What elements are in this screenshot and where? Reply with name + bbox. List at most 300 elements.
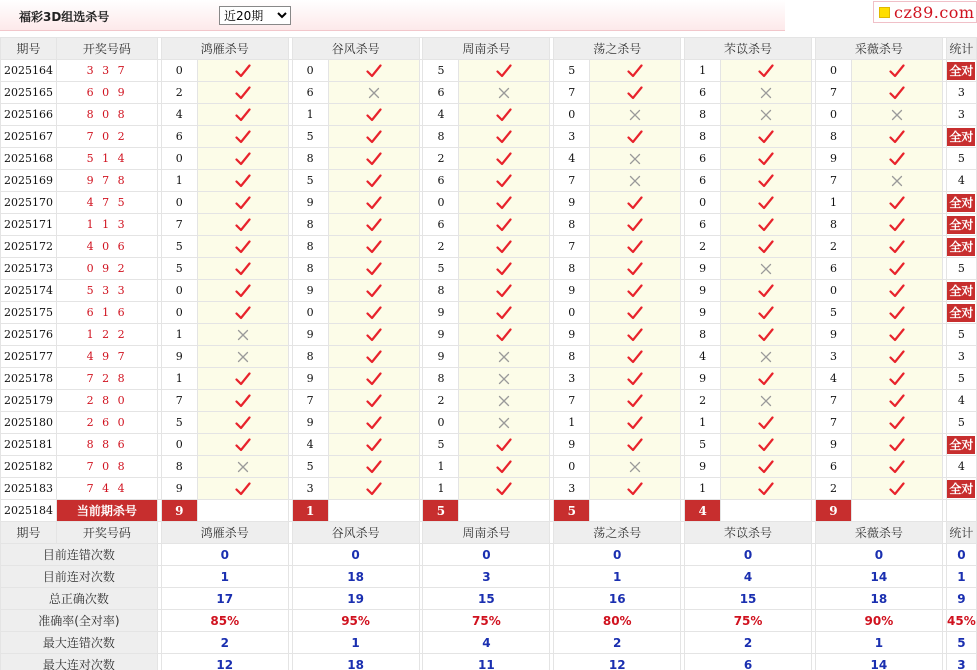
miss-mark (197, 324, 288, 346)
header-draw: 开奖号码 (56, 522, 157, 544)
miss-mark (590, 104, 681, 126)
hit-mark (197, 258, 288, 280)
hit-mark (851, 60, 942, 82)
kill-number: 8 (423, 126, 459, 148)
header-issue: 期号 (1, 38, 57, 60)
check-icon (721, 416, 811, 430)
miss-mark (721, 104, 812, 126)
hit-mark (328, 390, 419, 412)
check-icon (852, 262, 942, 276)
stat-cell (946, 456, 976, 478)
kill-number: 2 (423, 148, 459, 170)
check-icon (590, 218, 680, 232)
stats-value: 14 (815, 566, 942, 588)
hit-mark (459, 126, 550, 148)
issue-number: 2025176 (1, 324, 57, 346)
check-icon (852, 438, 942, 452)
current-stat-blank (946, 500, 976, 522)
current-blank (721, 500, 812, 522)
stats-total: 0 (946, 544, 976, 566)
check-icon (198, 394, 288, 408)
check-icon (459, 240, 549, 254)
check-icon (329, 394, 419, 408)
hit-mark (851, 126, 942, 148)
kill-number: 6 (423, 170, 459, 192)
kill-number: 8 (423, 368, 459, 390)
kill-number: 0 (554, 104, 590, 126)
table-row (1, 258, 977, 280)
kill-number: 5 (161, 236, 197, 258)
check-icon (590, 86, 680, 100)
hit-mark (721, 280, 812, 302)
kill-number: 4 (815, 368, 851, 390)
draw-number: 8 0 8 (56, 104, 157, 126)
check-icon (329, 240, 419, 254)
check-icon (329, 64, 419, 78)
draw-number: 4 7 5 (56, 192, 157, 214)
hit-mark (590, 434, 681, 456)
check-icon (590, 416, 680, 430)
stats-value: 15 (685, 588, 812, 610)
check-icon (590, 350, 680, 364)
kill-number: 9 (161, 346, 197, 368)
miss-mark (459, 346, 550, 368)
table-row (1, 302, 977, 324)
hit-mark (590, 412, 681, 434)
hit-mark (590, 126, 681, 148)
stats-value: 85% (161, 610, 288, 632)
check-icon (590, 64, 680, 78)
stats-label: 准确率(全对率) (1, 610, 158, 632)
hit-mark (851, 368, 942, 390)
draw-number: 6 0 9 (56, 82, 157, 104)
hit-mark (328, 126, 419, 148)
check-icon (721, 438, 811, 452)
check-icon (721, 328, 811, 342)
stats-value: 2 (685, 632, 812, 654)
cross-icon (852, 109, 942, 121)
kill-number: 7 (161, 214, 197, 236)
kill-number: 9 (815, 434, 851, 456)
issue-number: 2025169 (1, 170, 57, 192)
check-icon (590, 482, 680, 496)
hit-mark (459, 236, 550, 258)
kill-number: 6 (815, 456, 851, 478)
table-row (1, 148, 977, 170)
kill-number: 0 (423, 192, 459, 214)
hit-mark (721, 60, 812, 82)
check-icon (329, 196, 419, 210)
check-icon (198, 108, 288, 122)
hit-mark (851, 390, 942, 412)
header-expert-4: 荡之杀号 (554, 522, 681, 544)
kill-number: 4 (685, 346, 721, 368)
cross-icon (198, 329, 288, 341)
check-icon (198, 152, 288, 166)
correct-count: 5 (957, 262, 965, 275)
all-correct-badge: 全对 (949, 437, 974, 452)
hit-mark (590, 280, 681, 302)
hit-mark (721, 192, 812, 214)
stats-value: 18 (292, 566, 419, 588)
kill-number: 9 (161, 478, 197, 500)
stats-total: 45% (946, 610, 976, 632)
check-icon (590, 262, 680, 276)
kill-number: 8 (161, 456, 197, 478)
kill-number: 9 (292, 324, 328, 346)
issue-number: 2025171 (1, 214, 57, 236)
table-row (1, 478, 977, 500)
kill-number: 6 (685, 170, 721, 192)
kill-number: 9 (423, 302, 459, 324)
stat-cell (946, 60, 976, 82)
correct-count: 3 (957, 108, 965, 121)
stats-value: 15 (423, 588, 550, 610)
check-icon (198, 64, 288, 78)
check-icon (459, 152, 549, 166)
check-icon (852, 460, 942, 474)
check-icon (852, 416, 942, 430)
hit-mark (197, 478, 288, 500)
hit-mark (328, 148, 419, 170)
hit-mark (328, 324, 419, 346)
table-header (1, 38, 977, 60)
issue-number: 2025172 (1, 236, 57, 258)
current-kill-number: 5 (423, 500, 459, 522)
stat-cell (946, 236, 976, 258)
kill-number: 5 (292, 170, 328, 192)
hit-mark (197, 126, 288, 148)
check-icon (852, 306, 942, 320)
kill-number: 6 (161, 126, 197, 148)
hit-mark (328, 346, 419, 368)
correct-count: 5 (957, 328, 965, 341)
table-row (1, 126, 977, 148)
stats-value: 75% (423, 610, 550, 632)
kill-number: 0 (685, 192, 721, 214)
check-icon (590, 240, 680, 254)
kill-number: 5 (685, 434, 721, 456)
check-icon (198, 130, 288, 144)
stat-cell (946, 390, 976, 412)
stats-value: 0 (423, 544, 550, 566)
draw-number: 2 8 0 (56, 390, 157, 412)
kill-number: 8 (815, 214, 851, 236)
hit-mark (197, 170, 288, 192)
hit-mark (328, 434, 419, 456)
correct-count: 5 (957, 416, 965, 429)
kill-number: 8 (292, 346, 328, 368)
cross-icon (721, 263, 811, 275)
header-expert-2: 谷风杀号 (292, 38, 419, 60)
check-icon (721, 306, 811, 320)
table-row (1, 170, 977, 192)
stat-cell (946, 412, 976, 434)
cross-icon (721, 109, 811, 121)
kill-number: 7 (554, 82, 590, 104)
hit-mark (459, 104, 550, 126)
table-row (1, 390, 977, 412)
stats-row (1, 544, 977, 566)
draw-number: 9 7 8 (56, 170, 157, 192)
current-kill-number: 9 (161, 500, 197, 522)
all-correct-badge: 全对 (949, 217, 974, 232)
hit-mark (721, 324, 812, 346)
hit-mark (590, 82, 681, 104)
kill-number: 1 (161, 368, 197, 390)
issue-number: 2025170 (1, 192, 57, 214)
stat-cell (946, 148, 976, 170)
period-select[interactable] (219, 6, 291, 25)
kill-number: 0 (161, 434, 197, 456)
check-icon (852, 240, 942, 254)
kill-number: 6 (423, 82, 459, 104)
stats-value: 80% (554, 610, 681, 632)
hit-mark (197, 148, 288, 170)
stats-row (1, 610, 977, 632)
hit-mark (590, 346, 681, 368)
kill-number: 0 (423, 412, 459, 434)
check-icon (459, 174, 549, 188)
hit-mark (590, 214, 681, 236)
check-icon (329, 372, 419, 386)
stats-value: 11 (423, 654, 550, 670)
check-icon (459, 460, 549, 474)
kill-number: 0 (161, 148, 197, 170)
check-icon (852, 394, 942, 408)
stats-value: 17 (161, 588, 288, 610)
cross-icon (198, 351, 288, 363)
hit-mark (459, 302, 550, 324)
stats-value: 0 (161, 544, 288, 566)
current-blank (590, 500, 681, 522)
check-icon (590, 438, 680, 452)
check-icon (198, 438, 288, 452)
hit-mark (721, 236, 812, 258)
stats-total: 1 (946, 566, 976, 588)
current-issue-row (1, 500, 977, 522)
correct-count: 5 (957, 372, 965, 385)
check-icon (329, 416, 419, 430)
kill-number: 9 (685, 456, 721, 478)
check-icon (721, 64, 811, 78)
stats-value: 6 (685, 654, 812, 670)
header-expert-2: 谷风杀号 (292, 522, 419, 544)
check-icon (329, 174, 419, 188)
hit-mark (721, 478, 812, 500)
hit-mark (197, 412, 288, 434)
draw-number: 4 0 6 (56, 236, 157, 258)
kill-number: 9 (685, 280, 721, 302)
stats-value: 1 (161, 566, 288, 588)
site-logo[interactable] (873, 1, 977, 23)
hit-mark (328, 192, 419, 214)
stats-row (1, 654, 977, 670)
check-icon (198, 416, 288, 430)
check-icon (590, 328, 680, 342)
kill-number: 0 (161, 192, 197, 214)
check-icon (329, 328, 419, 342)
hit-mark (197, 82, 288, 104)
current-blank (459, 500, 550, 522)
page-title: 福彩3D组选杀号 (19, 10, 110, 24)
check-icon (459, 284, 549, 298)
check-icon (590, 196, 680, 210)
check-icon (852, 130, 942, 144)
kill-number: 1 (292, 104, 328, 126)
check-icon (329, 350, 419, 364)
kill-number: 2 (685, 390, 721, 412)
kill-number: 3 (815, 346, 851, 368)
check-icon (459, 482, 549, 496)
miss-mark (590, 456, 681, 478)
hit-mark (197, 104, 288, 126)
hit-mark (590, 258, 681, 280)
issue-number: 2025183 (1, 478, 57, 500)
kill-number: 2 (423, 236, 459, 258)
check-icon (852, 218, 942, 232)
check-icon (590, 372, 680, 386)
header-expert-1: 鸿雁杀号 (161, 38, 288, 60)
stats-value: 2 (161, 632, 288, 654)
correct-count: 4 (957, 174, 965, 187)
stats-row (1, 566, 977, 588)
kill-number: 3 (292, 478, 328, 500)
check-icon (329, 262, 419, 276)
miss-mark (459, 368, 550, 390)
kill-number: 9 (685, 258, 721, 280)
check-icon (329, 306, 419, 320)
current-issue-number: 2025184 (1, 500, 57, 522)
kill-number: 9 (554, 192, 590, 214)
cross-icon (459, 417, 549, 429)
hit-mark (459, 434, 550, 456)
hit-mark (459, 214, 550, 236)
check-icon (198, 284, 288, 298)
kill-number: 0 (292, 60, 328, 82)
hit-mark (328, 170, 419, 192)
draw-number: 6 1 6 (56, 302, 157, 324)
table-row (1, 324, 977, 346)
kill-number: 5 (554, 60, 590, 82)
kill-number: 6 (815, 258, 851, 280)
kill-number: 0 (815, 280, 851, 302)
stats-value: 4 (423, 632, 550, 654)
hit-mark (459, 148, 550, 170)
hit-mark (590, 302, 681, 324)
kill-number: 6 (685, 148, 721, 170)
hit-mark (328, 60, 419, 82)
miss-mark (590, 170, 681, 192)
all-correct-badge: 全对 (949, 195, 974, 210)
issue-number: 2025177 (1, 346, 57, 368)
check-icon (852, 482, 942, 496)
stats-value: 0 (685, 544, 812, 566)
kill-number: 0 (161, 302, 197, 324)
draw-number: 1 1 3 (56, 214, 157, 236)
check-icon (329, 218, 419, 232)
hit-mark (851, 324, 942, 346)
hit-mark (328, 368, 419, 390)
kill-number: 1 (685, 478, 721, 500)
hit-mark (459, 324, 550, 346)
check-icon (852, 284, 942, 298)
stat-cell (946, 346, 976, 368)
stats-row (1, 632, 977, 654)
issue-number: 2025175 (1, 302, 57, 324)
kill-number: 5 (815, 302, 851, 324)
cross-icon (590, 153, 680, 165)
stat-cell (946, 324, 976, 346)
kill-number: 7 (815, 412, 851, 434)
hit-mark (197, 368, 288, 390)
kill-number: 5 (423, 258, 459, 280)
top-bar (0, 0, 785, 31)
all-correct-badge: 全对 (949, 283, 974, 298)
kill-number: 2 (815, 236, 851, 258)
hit-mark (851, 236, 942, 258)
stats-value: 95% (292, 610, 419, 632)
stats-row (1, 588, 977, 610)
miss-mark (197, 456, 288, 478)
check-icon (721, 372, 811, 386)
stats-value: 2 (554, 632, 681, 654)
miss-mark (328, 82, 419, 104)
check-icon (590, 130, 680, 144)
all-correct-badge: 全对 (949, 63, 974, 78)
check-icon (721, 196, 811, 210)
check-icon (459, 438, 549, 452)
hit-mark (721, 170, 812, 192)
table-row (1, 456, 977, 478)
miss-mark (851, 170, 942, 192)
kill-number: 8 (554, 214, 590, 236)
draw-number: 7 0 2 (56, 126, 157, 148)
check-icon (721, 152, 811, 166)
issue-number: 2025180 (1, 412, 57, 434)
check-icon (721, 174, 811, 188)
cross-icon (459, 351, 549, 363)
current-blank (851, 500, 942, 522)
draw-number: 5 3 3 (56, 280, 157, 302)
issue-number: 2025182 (1, 456, 57, 478)
kill-number: 9 (685, 368, 721, 390)
current-blank (197, 500, 288, 522)
check-icon (198, 482, 288, 496)
hit-mark (851, 456, 942, 478)
stats-value: 18 (292, 654, 419, 670)
issue-number: 2025166 (1, 104, 57, 126)
check-icon (198, 86, 288, 100)
miss-mark (459, 82, 550, 104)
kill-number: 1 (685, 60, 721, 82)
kill-number: 0 (815, 60, 851, 82)
hit-mark (197, 236, 288, 258)
check-icon (329, 284, 419, 298)
miss-mark (721, 390, 812, 412)
issue-number: 2025173 (1, 258, 57, 280)
miss-mark (459, 412, 550, 434)
draw-number: 7 4 4 (56, 478, 157, 500)
hit-mark (459, 60, 550, 82)
draw-number: 0 9 2 (56, 258, 157, 280)
hit-mark (590, 390, 681, 412)
hit-mark (197, 214, 288, 236)
header-expert-1: 鸿雁杀号 (161, 522, 288, 544)
kill-number: 1 (161, 170, 197, 192)
hit-mark (590, 236, 681, 258)
all-correct-badge: 全对 (949, 239, 974, 254)
